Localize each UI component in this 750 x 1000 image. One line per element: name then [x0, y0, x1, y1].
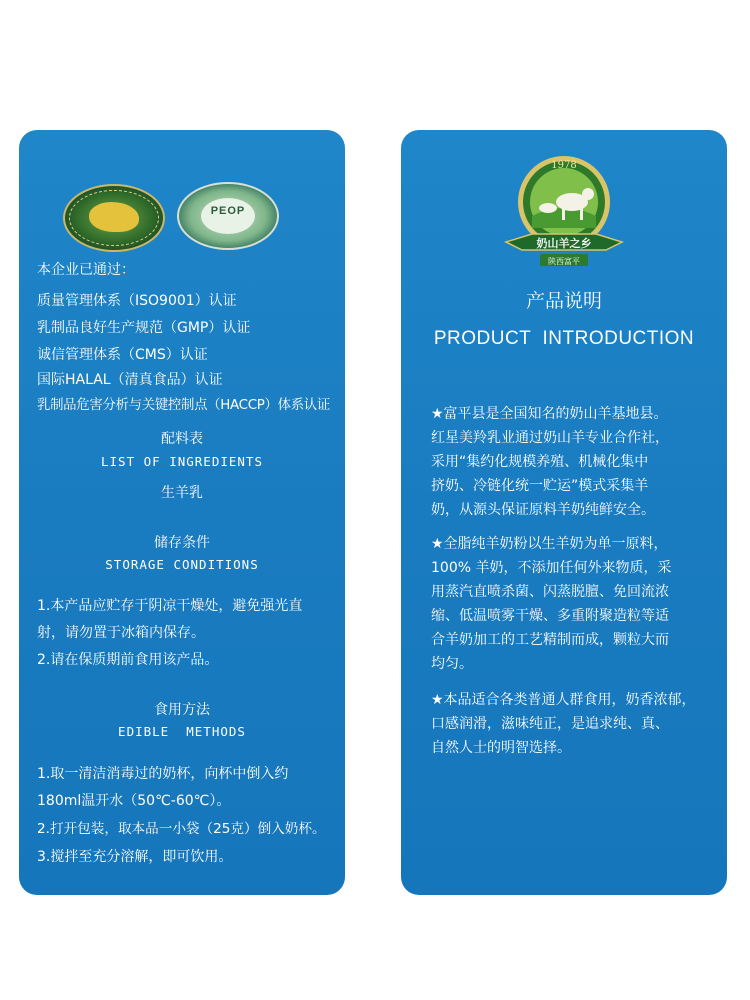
methods-title-en: EDIBLE METHODS: [118, 724, 246, 739]
paragraph-line: 缩、低温喷雾干燥、多重附聚造粒等适: [431, 608, 669, 624]
emblem-banner: 奶山羊之乡: [536, 237, 592, 250]
intro-paragraph-1: [431, 402, 669, 522]
paragraph-line: 采用“集约化规模养殖、机械化集中: [431, 454, 649, 470]
methods-line: 2.打开包装，取本品一小袋（25克）倒入奶杯。: [37, 821, 326, 837]
paragraph-line: 挤奶、冷链化统一贮运”模式采集羊: [431, 478, 649, 494]
ingredients-title-cn: 配料表: [161, 431, 203, 447]
cert-intro: 本企业已通过：: [37, 262, 135, 278]
paragraph-line: 100% 羊奶，不添加任何外来物质，采: [431, 560, 672, 576]
intro-title-cn: 产品说明: [525, 290, 602, 312]
cert-item: 诚信管理体系（CMS）认证: [37, 347, 208, 363]
intro-paragraph-3: [431, 688, 696, 760]
emblem-year: 1978: [551, 160, 577, 171]
storage-line: 1.本产品应贮存于阴凉干燥处，避免强光直: [37, 598, 303, 614]
goat-hometown-emblem-icon: [496, 150, 632, 270]
cert-item: 乳制品良好生产规范（GMP）认证: [37, 320, 251, 336]
methods-line: 3.搅拌至充分溶解，即可饮用。: [37, 849, 233, 865]
paragraph-line: 自然人士的明智选择。: [431, 740, 571, 756]
paragraph-line: 均匀。: [431, 656, 473, 672]
methods-title-cn: 食用方法: [154, 702, 210, 718]
storage-title-en: STORAGE CONDITIONS: [105, 557, 259, 572]
peop-seal-label: PEOP: [210, 205, 246, 217]
paragraph-line: 奶，从源头保证原料羊奶纯鲜安全。: [431, 502, 655, 518]
methods-line: 1.取一清洁消毒过的奶杯，向杯中倒入约: [37, 766, 289, 782]
paragraph-line: ★全脂纯羊奶粉以生羊奶为单一原料，: [431, 536, 668, 552]
paragraph-line: 红星美羚乳业通过奶山羊专业合作社，: [431, 430, 669, 446]
cert-item: 质量管理体系（ISO9001）认证: [37, 293, 237, 309]
china-geographical-indication-seal: [63, 184, 165, 252]
china-map-icon: [89, 202, 139, 232]
cert-item: 国际HALAL（清真食品）认证: [37, 372, 223, 388]
ingredients-title-en: LIST OF INGREDIENTS: [101, 454, 263, 469]
left-info-card: [19, 130, 345, 895]
storage-line: 射，请勿置于冰箱内保存。: [37, 625, 205, 641]
intro-title-en: PRODUCT INTRODUCTION: [433, 328, 695, 349]
paragraph-line: 合羊奶加工的工艺精制而成，颗粒大而: [431, 632, 669, 648]
paragraph-line: 用蒸汽直喷杀菌、闪蒸脱膻、免回流浓: [431, 584, 669, 600]
emblem-sub: 陕西富平: [548, 257, 580, 266]
peop-eco-origin-seal: [177, 182, 279, 250]
storage-title-cn: 储存条件: [154, 535, 210, 551]
ingredients-value: 生羊乳: [161, 485, 203, 501]
methods-line: 180ml温开水（50℃-60℃）。: [37, 793, 231, 809]
paragraph-line: 口感润滑，滋味纯正，是追求纯、真、: [431, 716, 669, 732]
cert-item: 乳制品危害分析与关键控制点（HACCP）体系认证: [37, 398, 330, 413]
paragraph-line: ★本品适合各类普通人群食用，奶香浓郁，: [431, 692, 696, 708]
storage-line: 2.请在保质期前食用该产品。: [37, 652, 219, 668]
paragraph-line: ★富平县是全国知名的奶山羊基地县。: [431, 406, 668, 422]
right-intro-card: [401, 130, 727, 895]
intro-paragraph-2: [431, 532, 671, 676]
